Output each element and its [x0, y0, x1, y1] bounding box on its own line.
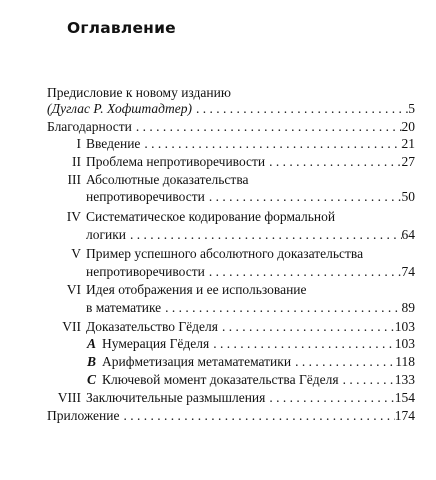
toc-entry-page: 103 — [394, 336, 415, 351]
toc-entry-page: 174 — [394, 408, 415, 423]
toc-entry-page: 50 — [401, 189, 415, 204]
section-letter: B — [86, 354, 96, 369]
toc-entry-label: Доказательство Гёделя — [86, 319, 218, 334]
dot-leader — [205, 263, 402, 281]
toc-entry-acknowledgements[interactable] — [0, 118, 436, 136]
toc-entry-label: Идея отображения и ее использование — [86, 282, 307, 297]
toc-entry-page: 20 — [401, 119, 415, 134]
toc-entry-page: 5 — [408, 101, 415, 116]
toc-entry-page: 118 — [395, 354, 415, 369]
toc-entry-label: Введение — [86, 136, 141, 151]
toc-entry-chapter-5[interactable] — [0, 245, 436, 263]
toc-entry-section-a[interactable] — [0, 335, 436, 353]
toc-entry-label: Систематическое кодирование формальной — [86, 209, 336, 224]
toc-entry-label: Заключительные размышления — [86, 390, 266, 405]
page-title: Оглавление — [67, 19, 176, 37]
toc-entry-section-b[interactable] — [0, 353, 436, 371]
chapter-number: VI — [66, 282, 81, 297]
dot-leader — [339, 371, 395, 389]
dot-leader — [119, 407, 394, 425]
toc-entry-label: Предисловие к новому изданию — [47, 85, 231, 100]
toc-entry-section-c[interactable] — [0, 371, 436, 389]
toc-entry-page: 21 — [401, 136, 415, 151]
dot-leader — [265, 153, 401, 171]
toc-entry-label: Ключевой момент доказательства Гёделя — [102, 372, 339, 387]
toc-entry-chapter-2[interactable] — [0, 153, 436, 171]
toc-entry-page: 133 — [394, 372, 415, 387]
toc-entry-page: 103 — [394, 319, 415, 334]
chapter-number: II — [72, 154, 81, 169]
section-letter: A — [86, 336, 96, 351]
dot-leader — [132, 118, 402, 136]
toc-entry-chapter-6-continued[interactable] — [0, 299, 436, 317]
dot-leader — [209, 335, 395, 353]
chapter-number: VII — [62, 319, 81, 334]
toc-entry-page: 154 — [394, 390, 415, 405]
dot-leader — [161, 299, 401, 317]
toc-entry-preface-author[interactable] — [0, 100, 436, 118]
toc-entry-page: 89 — [401, 300, 415, 315]
toc-entry-chapter-5-continued[interactable] — [0, 263, 436, 281]
section-letter: C — [86, 372, 96, 387]
dot-leader — [126, 226, 401, 244]
toc-entry-chapter-3-continued[interactable] — [0, 188, 436, 206]
toc-entry-page: 64 — [401, 227, 415, 242]
toc-entry-chapter-1[interactable] — [0, 135, 436, 153]
toc-entry-appendix[interactable] — [0, 407, 436, 425]
toc-entry-chapter-6[interactable] — [0, 281, 436, 299]
toc-entry-chapter-7[interactable] — [0, 318, 436, 336]
dot-leader — [291, 353, 395, 371]
toc-entry-label: Пример успешного абсолютного доказательства — [86, 246, 364, 261]
toc-entry-label: Нумерация Гёделя — [102, 336, 210, 351]
chapter-number: VIII — [57, 390, 81, 405]
dot-leader — [265, 389, 394, 407]
chapter-number: V — [71, 246, 81, 261]
toc-entry-label: Проблема непротиворечивости — [86, 154, 266, 169]
toc-entry-label: логики — [86, 227, 127, 242]
toc-entry-chapter-4-continued[interactable] — [0, 226, 436, 244]
toc-entry-label: Благодарности — [47, 119, 132, 134]
toc-entry-label: Абсолютные доказательства — [86, 172, 249, 187]
dot-leader — [205, 188, 402, 206]
toc-entry-label: (Дуглас Р. Хофштадтер) — [47, 101, 192, 116]
chapter-number: III — [67, 172, 81, 187]
dot-leader — [140, 135, 401, 153]
chapter-number: I — [76, 136, 81, 151]
toc-entry-label: непротиворечивости — [86, 264, 205, 279]
dot-leader — [218, 318, 395, 336]
toc-entry-label: непротиворечивости — [86, 189, 205, 204]
dot-leader — [192, 100, 408, 118]
toc-entry-chapter-4[interactable] — [0, 208, 436, 226]
toc-entry-label: Приложение — [47, 408, 120, 423]
toc-entry-label: Арифметизация метаматематики — [102, 354, 292, 369]
toc-entry-page: 27 — [401, 154, 415, 169]
toc-entry-label: в математике — [86, 300, 162, 315]
toc-entry-chapter-8[interactable] — [0, 389, 436, 407]
toc-entry-page: 74 — [401, 264, 415, 279]
chapter-number: IV — [66, 209, 81, 224]
toc-entry-chapter-3[interactable] — [0, 171, 436, 189]
